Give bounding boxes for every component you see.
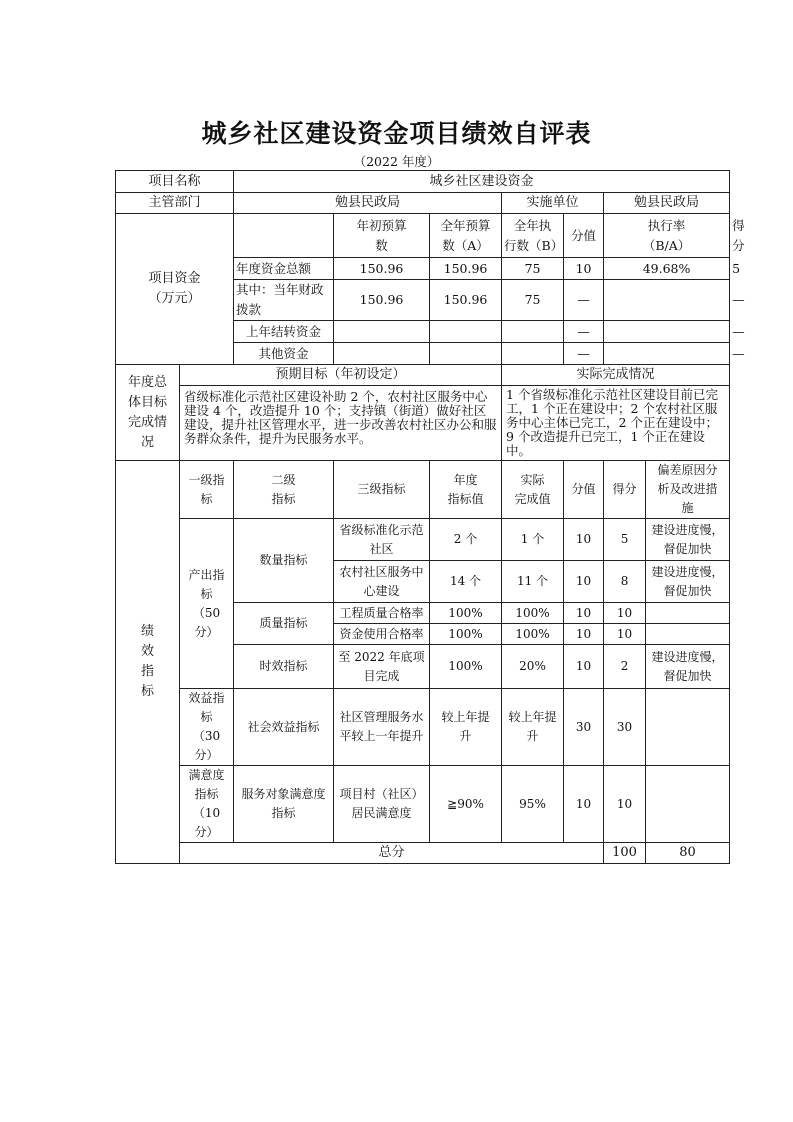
funds-row-name: 上年结转资金: [234, 321, 334, 343]
funds-label-line1: 项目资金: [148, 271, 201, 286]
goals-label-l3: 完成情: [127, 414, 167, 430]
funds-header-rate: [604, 214, 730, 258]
indicators-label-char: 绩: [140, 624, 154, 639]
header-level2: [234, 461, 334, 519]
target-line-b: 升: [459, 729, 472, 743]
page-title: 城乡社区建设资金项目绩效自评表: [201, 119, 592, 148]
header-reason-l3: 施: [681, 501, 694, 515]
expected-goal-header: 预期目标（年初设定）: [180, 365, 502, 386]
header-target: [430, 461, 502, 519]
header-level1-l1: 一级指: [188, 472, 225, 487]
reason-value: [646, 603, 730, 624]
reason-line-a: 建设进度慢，: [651, 564, 724, 579]
reason-line-a: 建设进度慢，: [651, 522, 724, 537]
funds-row-points: 10: [564, 258, 604, 280]
project-name-row: [116, 171, 730, 193]
goals-content-row: [116, 386, 730, 461]
funds-row-executed: [502, 321, 564, 343]
indicator-row: [116, 689, 730, 766]
funds-header-row: 项目资金 （万元） 年初预算 数 全年预算 数（A） 全年执 行数（B） 分值 执行率 （B/A） 得分: [116, 214, 730, 258]
total-row: [116, 843, 730, 864]
level3-line-b: 平较上一年提升: [339, 729, 424, 743]
funds-row-points: —: [564, 280, 604, 321]
header-level3: 三级指标: [334, 461, 430, 519]
score-value: 10: [604, 624, 646, 645]
funds-row-rate: 49.68%: [604, 258, 730, 280]
timeliness-indicator-label: 时效指标: [234, 645, 334, 689]
level3-indicator: [334, 561, 430, 603]
funds-header-annual: [430, 214, 502, 258]
actual-result-header: 实际完成情况: [502, 365, 730, 386]
satisfaction-label-l3: （10: [192, 806, 221, 820]
benefit-label-l2: 标: [200, 710, 213, 724]
actual-value: [502, 689, 564, 766]
funds-label-line2: （万元）: [148, 291, 201, 306]
department-row: [116, 193, 730, 214]
points-value: 10: [564, 766, 604, 843]
level3-indicator: [334, 766, 430, 843]
score-value: 5: [604, 519, 646, 561]
indicators-section-label: [116, 461, 180, 864]
reason-line-b: 督促加快: [663, 541, 712, 556]
evaluation-table: [115, 170, 745, 864]
actual-result-text: 1 个省级标准化示范社区建设目前已完工，1 个正在建设中；2 个农村社区服务中心主体已完工，2 个正在建设中；9 个改造提升已完工，1 个正在建设中。: [502, 386, 730, 461]
funds-row-points: —: [564, 321, 604, 343]
funds-row: 上年结转资金 — —: [116, 321, 730, 343]
funds-row-annual: 150.96: [430, 258, 502, 280]
goals-label-l2: 体目标: [127, 394, 167, 410]
indicator-header-row: [116, 461, 730, 519]
indicators-label-char: 指: [140, 664, 154, 679]
level3-indicator: [334, 519, 430, 561]
header-score: 得分: [604, 461, 646, 519]
reason-line-b: 督促加快: [663, 668, 712, 683]
output-indicator-label: [180, 519, 234, 689]
level3-indicator: [334, 645, 430, 689]
score-value: 30: [604, 689, 646, 766]
header-actual-l1: 实际: [520, 472, 545, 487]
header-reason: [646, 461, 730, 519]
funds-row: 其他资金 — —: [116, 343, 730, 365]
target-line-a: 较上年提: [441, 710, 490, 724]
impl-label: 实施单位: [502, 193, 604, 214]
level3-line-a: 项目村（社区）: [339, 787, 424, 801]
target-value: 100%: [430, 624, 502, 645]
funds-row-name: 年度资金总额: [234, 258, 334, 280]
satisfaction-label-l4: 分）: [194, 825, 219, 839]
dept-value: 勉县民政局: [234, 193, 502, 214]
total-points: 100: [604, 843, 646, 864]
points-value: 10: [564, 603, 604, 624]
header-level1: [180, 461, 234, 519]
level3-line-b: 社区: [369, 541, 394, 556]
reason-value: [646, 561, 730, 603]
funds-row-rate: [604, 321, 730, 343]
actual-line-b: 升: [526, 729, 539, 743]
funds-header-blank: [234, 214, 334, 258]
funds-row-rate: [604, 280, 730, 321]
target-value: 14 个: [430, 561, 502, 603]
level3-indicator: 工程质量合格率: [334, 603, 430, 624]
funds-row: 其中：当年财政拨款 150.96 150.96 75 — —: [116, 280, 730, 321]
benefit-label-l3: （30: [192, 729, 221, 743]
funds-label: [116, 214, 234, 365]
social-benefit-label: 社会效益指标: [234, 689, 334, 766]
funds-row-executed: 75: [502, 280, 564, 321]
reason-value: [646, 766, 730, 843]
level3-line-a: 农村社区服务中: [339, 564, 424, 579]
header-reason-l1: 偏差原因分: [657, 463, 718, 477]
satisfaction-l2-line-b: 指标: [271, 806, 296, 820]
indicators-label-char: 标: [140, 684, 154, 699]
level3-line-b: 心建设: [363, 583, 400, 598]
funds-row-initial: 150.96: [334, 258, 430, 280]
score-value: 2: [604, 645, 646, 689]
points-value: 30: [564, 689, 604, 766]
funds-row-initial: [334, 321, 430, 343]
project-name-label: 项目名称: [116, 171, 234, 193]
score-value: 8: [604, 561, 646, 603]
level3-line-a: 省级标准化示范: [339, 522, 424, 537]
funds-row-name: 其他资金: [234, 343, 334, 365]
points-value: 10: [564, 519, 604, 561]
satisfaction-indicator-label: [180, 766, 234, 843]
header-actual: [502, 461, 564, 519]
goals-label-l4: 况: [140, 434, 154, 450]
dept-label: 主管部门: [116, 193, 234, 214]
score-value: 10: [604, 766, 646, 843]
reason-value: [646, 624, 730, 645]
header-level2-l2: 指标: [271, 491, 296, 506]
funds-row-name: 其中：当年财政拨款: [234, 280, 334, 321]
project-name-value: 城乡社区建设资金: [234, 171, 730, 193]
total-label: 总分: [180, 843, 604, 864]
reason-value: [646, 519, 730, 561]
actual-line-a: 较上年提: [508, 710, 557, 724]
output-label-l4: 分）: [194, 624, 219, 639]
funds-row-points: —: [564, 343, 604, 365]
satisfaction-label-l1: 满意度: [188, 768, 225, 782]
header-executed-l1: 全年执: [513, 217, 552, 233]
actual-value: 11 个: [502, 561, 564, 603]
funds-row: 年度资金总额 150.96 150.96 75 10 49.68% 5: [116, 258, 730, 280]
output-label-l3: （50: [192, 605, 221, 620]
funds-row-annual: 150.96: [430, 280, 502, 321]
score-value: 10: [604, 603, 646, 624]
header-rate-l1: 执行率: [647, 217, 686, 233]
impl-value: 勉县民政局: [604, 193, 730, 214]
header-target-l2: 指标值: [447, 491, 484, 506]
funds-header-points: 分值: [564, 214, 604, 258]
quantity-indicator-label: 数量指标: [234, 519, 334, 603]
header-target-l1: 年度: [453, 472, 478, 487]
level3-line-a: 社区管理服务水: [339, 710, 424, 724]
actual-value: 95%: [502, 766, 564, 843]
benefit-indicator-label: [180, 689, 234, 766]
reason-line-a: 建设进度慢，: [651, 649, 724, 664]
satisfaction-l2-line-a: 服务对象满意度: [241, 787, 326, 801]
actual-value: 100%: [502, 624, 564, 645]
funds-row-rate: [604, 343, 730, 365]
header-initial-l1: 年初预算: [356, 217, 407, 233]
target-value: [430, 689, 502, 766]
funds-row-initial: 150.96: [334, 280, 430, 321]
expected-goal-text: 省级标准化示范社区建设补助 2 个，农村社区服务中心建设 4 个，改造提升 10 个；支持镇（街道）做好社区建设，提升社区管理水平，进一步改善农村社区办公和服务群众条件，提升为民服务水平。: [180, 386, 502, 461]
header-level2-l1: 二级: [271, 472, 296, 487]
indicators-label-char: 效: [140, 644, 154, 659]
funds-row-annual: [430, 343, 502, 365]
actual-value: 1 个: [502, 519, 564, 561]
reason-value: [646, 645, 730, 689]
funds-row-initial: [334, 343, 430, 365]
actual-value: 20%: [502, 645, 564, 689]
goals-label-l1: 年度总: [127, 374, 167, 390]
indicator-row: [116, 519, 730, 561]
quality-indicator-label: 质量指标: [234, 603, 334, 645]
benefit-label-l1: 效益指: [188, 691, 225, 705]
level3-line-b: 目完成: [363, 668, 400, 683]
level3-indicator: [334, 689, 430, 766]
header-initial-l2: 数: [375, 237, 388, 253]
level3-line-b: 居民满意度: [351, 806, 412, 820]
satisfaction-level2: [234, 766, 334, 843]
header-annual-l2: 数（A）: [442, 237, 489, 253]
header-annual-l1: 全年预算: [440, 217, 491, 233]
funds-header-executed: [502, 214, 564, 258]
funds-row-executed: [502, 343, 564, 365]
points-value: 10: [564, 645, 604, 689]
funds-header-initial: [334, 214, 430, 258]
header-points: 分值: [564, 461, 604, 519]
benefit-label-l4: 分）: [194, 748, 219, 762]
header-rate-l2: （B/A）: [642, 237, 691, 253]
funds-row-annual: [430, 321, 502, 343]
output-label-l1: 产出指: [188, 567, 225, 582]
header-level1-l2: 标: [200, 491, 213, 506]
header-reason-l2: 析及改进措: [657, 482, 718, 496]
goals-label: [116, 365, 180, 461]
output-label-l2: 标: [200, 586, 213, 601]
header-actual-l2: 完成值: [514, 491, 551, 506]
target-value: 2 个: [430, 519, 502, 561]
reason-value: [646, 689, 730, 766]
funds-row-executed: 75: [502, 258, 564, 280]
points-value: 10: [564, 561, 604, 603]
header-executed-l2: 行数（B）: [504, 237, 564, 253]
level3-indicator: 资金使用合格率: [334, 624, 430, 645]
satisfaction-label-l2: 指标: [194, 787, 219, 801]
total-score: 80: [646, 843, 730, 864]
target-value: 100%: [430, 603, 502, 624]
target-value: ≧90%: [430, 766, 502, 843]
reason-line-b: 督促加快: [663, 583, 712, 598]
indicator-row: [116, 766, 730, 843]
target-value: 100%: [430, 645, 502, 689]
year-subtitle: （2022 年度）: [353, 154, 440, 169]
goals-header-row: [116, 365, 730, 386]
level3-line-a: 至 2022 年底项: [338, 649, 425, 664]
actual-value: 100%: [502, 603, 564, 624]
points-value: 10: [564, 624, 604, 645]
